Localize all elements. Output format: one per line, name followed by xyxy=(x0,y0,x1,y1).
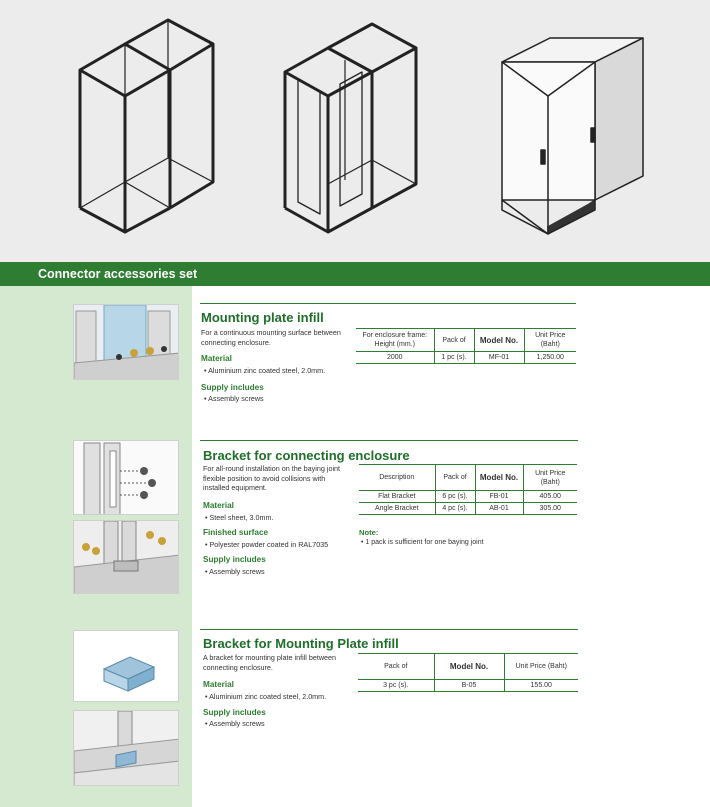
section-header-title: Connector accessories set xyxy=(38,267,198,281)
note-text: • 1 pack is sufficient for one baying joint xyxy=(361,539,484,546)
table-cell: Angle Bracket xyxy=(359,503,435,515)
table-header: Unit Price (Baht) xyxy=(523,465,577,491)
finish-value: • Polyester powder coated in RAL7035 xyxy=(205,540,329,549)
note-label: Note: xyxy=(359,528,379,537)
section-divider xyxy=(200,629,578,630)
table-header: Model No. xyxy=(434,654,504,680)
material-label: Material xyxy=(201,354,232,363)
bracket-screws-photo xyxy=(73,440,179,515)
price-table xyxy=(356,328,576,364)
material-label: Material xyxy=(203,680,234,689)
product-title: Bracket for connecting enclosure xyxy=(203,448,410,463)
product-description: For all-round installation on the baying joint flexible position to avoid collisions with installed equipment. xyxy=(203,464,341,492)
table-header: For enclosure frame: Height (mm.) xyxy=(356,329,434,352)
material-value: • Steel sheet, 3.0mm. xyxy=(205,513,274,522)
enclosure-illustrations xyxy=(0,0,710,262)
table-header: Description xyxy=(359,465,435,491)
product-title: Mounting plate infill xyxy=(201,310,324,325)
hero-illustration xyxy=(0,0,710,262)
table-header: Model No. xyxy=(475,465,523,491)
supply-label: Supply includes xyxy=(203,555,266,564)
mounting-plate-infill-photo xyxy=(73,304,179,380)
table-cell: 1 pc (s). xyxy=(434,352,474,364)
table-cell: 4 pc (s). xyxy=(435,503,475,515)
table-row xyxy=(359,491,577,503)
table-cell: 305.00 xyxy=(523,503,577,515)
table-cell: 405.00 xyxy=(523,491,577,503)
price-table xyxy=(358,653,578,692)
product-title: Bracket for Mounting Plate infill xyxy=(203,636,399,651)
material-value: • Aluminium zinc coated steel, 2.0mm. xyxy=(204,366,326,375)
table-cell: 6 pc (s). xyxy=(435,491,475,503)
product-description: For a continuous mounting surface between connecting enclosure. xyxy=(201,328,341,347)
table-cell: 3 pc (s). xyxy=(358,680,434,692)
bracket-plate-installed-photo xyxy=(73,710,179,786)
closed-enclosure-illustration xyxy=(502,38,643,234)
table-row xyxy=(359,503,577,515)
table-cell: 1,250.00 xyxy=(524,352,576,364)
table-header: Unit Price (Baht) xyxy=(504,654,578,680)
table-header: Pack of xyxy=(434,329,474,352)
supply-label: Supply includes xyxy=(203,708,266,717)
material-label: Material xyxy=(203,501,234,510)
table-header: Model No. xyxy=(474,329,524,352)
table-cell: AB-01 xyxy=(475,503,523,515)
table-row xyxy=(358,680,578,692)
supply-value: • Assembly screws xyxy=(205,719,265,728)
bracket-installed-photo xyxy=(73,520,179,594)
table-cell: MF-01 xyxy=(474,352,524,364)
price-table xyxy=(359,464,577,515)
frame-with-panels-illustration xyxy=(285,24,416,232)
table-cell: Flat Bracket xyxy=(359,491,435,503)
supply-value: • Assembly screws xyxy=(205,567,265,576)
supply-value: • Assembly screws xyxy=(204,394,264,403)
section-divider xyxy=(200,440,578,441)
table-header: Pack of xyxy=(358,654,434,680)
table-cell: 155.00 xyxy=(504,680,578,692)
table-header: Unit Price (Baht) xyxy=(524,329,576,352)
table-header: Pack of xyxy=(435,465,475,491)
section-divider xyxy=(200,303,576,304)
material-value: • Aluminium zinc coated steel, 2.0mm. xyxy=(205,692,327,701)
finish-label: Finished surface xyxy=(203,528,269,537)
table-cell: FB-01 xyxy=(475,491,523,503)
bracket-part-photo xyxy=(73,630,179,702)
table-cell: B-05 xyxy=(434,680,504,692)
supply-label: Supply includes xyxy=(201,383,264,392)
table-cell: 2000 xyxy=(356,352,434,364)
table-row xyxy=(356,352,576,364)
section-header-band xyxy=(0,262,710,286)
frame-pair-illustration xyxy=(80,20,213,232)
product-description: A bracket for mounting plate infill between connecting enclosure. xyxy=(203,653,337,672)
